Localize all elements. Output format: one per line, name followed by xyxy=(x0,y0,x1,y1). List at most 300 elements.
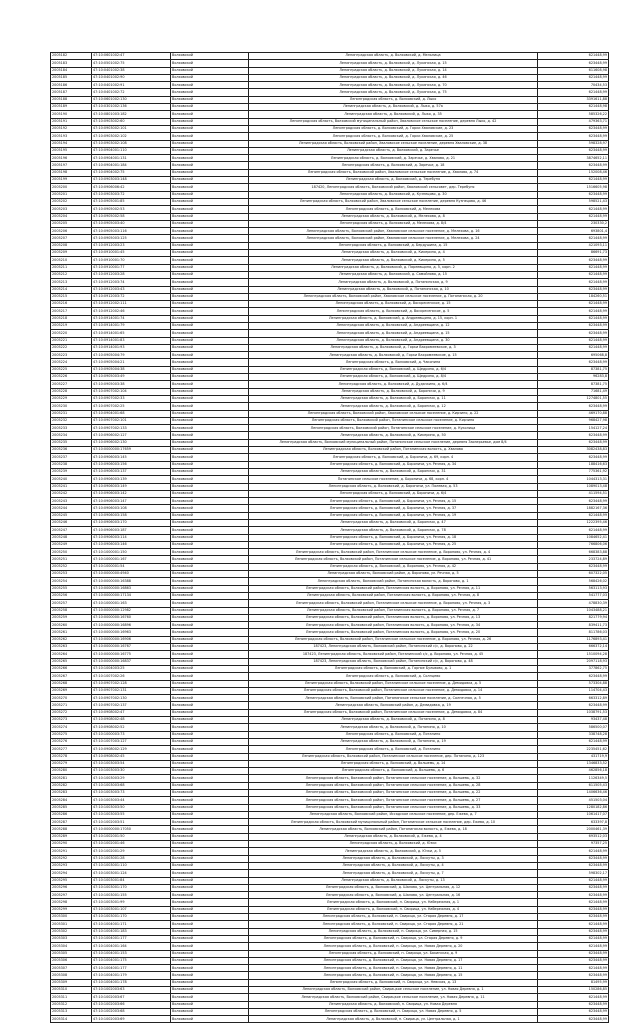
cadastral-number: 47:10:0000000:16906 xyxy=(92,636,171,643)
cadastral-number: 47:10:1004001:175 xyxy=(92,957,171,964)
district: Волховский xyxy=(171,315,249,322)
row-number: 2005310 xyxy=(51,987,92,994)
cadastral-value: 3391611,88 xyxy=(538,96,609,103)
cadastral-value: 1043488,21 xyxy=(538,607,609,614)
address: Ленинградская область, д. Волховский, д. Потанино, д. 19 xyxy=(249,738,538,745)
table-row xyxy=(51,213,609,220)
cadastral-number: 47:10:0914001:74 xyxy=(92,315,171,322)
address: Ленинградская область, д. Волховский, д. Горки Вахромеевские, д. 3 xyxy=(249,344,538,351)
table-row xyxy=(51,82,609,89)
cadastral-value: 621448,99 xyxy=(538,337,609,344)
row-number: 2005192 xyxy=(51,125,92,132)
cadastral-value: 411594,51 xyxy=(538,490,609,497)
cadastral-value: 621448,98 xyxy=(538,104,609,111)
table-row xyxy=(51,1001,609,1008)
row-number: 2005281 xyxy=(51,775,92,782)
table-row xyxy=(51,841,609,848)
table-row xyxy=(51,388,609,395)
cadastral-number: 47:10:0914001:65 xyxy=(92,330,171,337)
address: Ленинградская область, Волховский район, Потанинское сельское поселение, д. Вороново, ул. Речная, д. 26 xyxy=(249,636,538,643)
table-row xyxy=(51,177,609,184)
address: Ленинградская область, д. Волховский, д. Потанино, д. 10 xyxy=(249,724,538,731)
cadastral-number: 47:10:0906003:156 xyxy=(92,461,171,468)
address: Ленинградская область, д. Волховский, д. Бороничи, д. 69, корп. 4 xyxy=(249,454,538,461)
row-number: 2005284 xyxy=(51,797,92,804)
district: Волховский xyxy=(171,987,249,994)
cadastral-value: 621448,99 xyxy=(538,279,609,286)
address: Ленинградская область, д. Волховский, д. Горки Вахромеевские, д. 15 xyxy=(249,352,538,359)
cadastral-number: 47:10:0903002:102 xyxy=(92,133,171,140)
table-row xyxy=(51,505,609,512)
table-row xyxy=(51,819,609,826)
cadastral-value: 693512,03 xyxy=(538,833,609,840)
address: Ленинградская область, д. Волховский, д. Бердушина, д. 15 xyxy=(249,242,538,249)
row-number: 2005238 xyxy=(51,461,92,468)
cadastral-value: 663312,89 xyxy=(538,695,609,702)
district: Волховский xyxy=(171,169,249,176)
address: Ленинградская область, Волховский район, Потанинское сельское поселение, дер. Потанино, д. 123 xyxy=(249,753,538,760)
row-number: 2005213 xyxy=(51,279,92,286)
table-row xyxy=(51,943,609,950)
cadastral-number: 47:10:0906003:145 xyxy=(92,454,171,461)
address: Ленинградская область, д. Волховский, д. Щедрино, д. 6/4 xyxy=(249,366,538,373)
cadastral-value: 2000461,39 xyxy=(538,826,609,833)
cadastral-number: 47:10:0904001:68 xyxy=(92,410,171,417)
row-number: 2005300 xyxy=(51,914,92,921)
address: Ленинградская область, д. Волховский, д. Кикерино, д. 50 xyxy=(249,432,538,439)
district: Волховский xyxy=(171,374,249,381)
address: Ленинградская область, Волховский район, Хваловское сельское поселение, д. Хвалово, д. 74 xyxy=(249,169,538,176)
district: Волховский xyxy=(171,527,249,534)
cadastral-number: 47:10:1007002:26 xyxy=(92,673,171,680)
cadastral-value: 184260,51 xyxy=(538,293,609,300)
district: Волховский xyxy=(171,578,249,585)
address: Ленинградская область, Волховский район, Потанинское сельское поселение, д. Солнечная, д. 5 xyxy=(249,695,538,702)
district: Волховский xyxy=(171,250,249,257)
row-number: 2005237 xyxy=(51,454,92,461)
table-row xyxy=(51,782,609,789)
address: Ленинградская область, д. Волховский, д. Кузнецово, д. 30 xyxy=(249,191,538,198)
cadastral-value: 541777,03 xyxy=(538,592,609,599)
table-row xyxy=(51,957,609,964)
address: Ленинградская область, д. Волховский, д. Андреевщина, д. 12 xyxy=(249,322,538,329)
cadastral-value: 623448,99 xyxy=(538,950,609,957)
cadastral-value: 621448,99 xyxy=(538,899,609,906)
cadastral-number: 47:10:1000001:54 xyxy=(92,563,171,570)
cadastral-value: 598521,43 xyxy=(538,198,609,205)
district: Волховский xyxy=(171,388,249,395)
cadastral-value: 598328,97 xyxy=(538,140,609,147)
row-number: 2005298 xyxy=(51,899,92,906)
address: Ленинградская область, д. Волховский, д. Лыко, д. 57а xyxy=(249,104,538,111)
table-row xyxy=(51,133,609,140)
cadastral-number: 47:10:1003001:155 xyxy=(92,892,171,899)
cadastral-number: 47:10:1004001:177 xyxy=(92,965,171,972)
address: Ленинградская область, Волховский район, Потанинское сельское поселение, д. Куколица xyxy=(249,425,538,432)
address: Ленинградская область, д. Волховский, д. Андреевщина, д. 30 xyxy=(249,337,538,344)
row-number: 2005228 xyxy=(51,388,92,395)
district: Волховский xyxy=(171,607,249,614)
row-number: 2005206 xyxy=(51,228,92,235)
address: Ленинградская область, д. Волховский, д. Потанино xyxy=(249,731,538,738)
cadastral-value: 623448,99 xyxy=(538,957,609,964)
district: Волховский xyxy=(171,82,249,89)
row-number: 2005311 xyxy=(51,994,92,1001)
table-row xyxy=(51,578,609,585)
district: Волховский xyxy=(171,490,249,497)
district: Волховский xyxy=(171,746,249,753)
cadastral-value: 97357,25 xyxy=(538,841,609,848)
table-row xyxy=(51,644,609,651)
address: Ленинградская область, Волховский район, Потанинское сельское поселение, д. Волшемь, д. 32 xyxy=(249,775,538,782)
cadastral-number: 47:10:1003001:110 xyxy=(92,862,171,869)
table-row xyxy=(51,563,609,570)
district: Волховский xyxy=(171,89,249,96)
cadastral-number: 47:10:0000000:4940 xyxy=(92,571,171,578)
cadastral-number: 47:10:1002001:46 xyxy=(92,841,171,848)
row-number: 2005289 xyxy=(51,833,92,840)
cadastral-value: 3874652,11 xyxy=(538,155,609,162)
district: Волховский xyxy=(171,571,249,578)
cadastral-value: 377862,75 xyxy=(538,665,609,672)
address: Ленинградская область, д. Волховский, п. Свирица, ул. Набережная, д. 4 xyxy=(249,906,538,913)
address: Ленинградская область, д. Волховский, д. Бороничи, ул. Речная, д. 34 xyxy=(249,461,538,468)
address: Ленинградская область, Волховский район, Потанинское сельское поселение, д. Волшемь, д. 28 xyxy=(249,782,538,789)
table-row xyxy=(51,96,609,103)
table-row xyxy=(51,899,609,906)
row-number: 2005247 xyxy=(51,527,92,534)
table-row xyxy=(51,403,609,410)
table-row xyxy=(51,775,609,782)
address: Ленинградская область, Волховский район, Хваловское сельское поселение, д. Мелехова, д. 24 xyxy=(249,235,538,242)
district: Волховский xyxy=(171,155,249,162)
row-number: 2005201 xyxy=(51,191,92,198)
table-row xyxy=(51,264,609,271)
cadastral-value: 623448,99 xyxy=(538,563,609,570)
district: Волховский xyxy=(171,636,249,643)
cadastral-value: 621448,99 xyxy=(538,877,609,884)
cadastral-value: 623448,99 xyxy=(538,972,609,979)
table-row xyxy=(51,498,609,505)
cadastral-number: 47:10:0000000:16767 xyxy=(92,644,171,651)
row-number: 2005225 xyxy=(51,366,92,373)
cadastral-value: 766806,06 xyxy=(538,541,609,548)
cadastral-value: 621448,99 xyxy=(538,53,609,60)
cadastral-value: 233724,89 xyxy=(538,556,609,563)
cadastral-value: 421093,11 xyxy=(538,242,609,249)
row-number: 2005304 xyxy=(51,943,92,950)
table-row xyxy=(51,884,609,891)
row-number: 2005191 xyxy=(51,118,92,125)
cadastral-value: 573304,88 xyxy=(538,680,609,687)
address: Ленинградская область, Волховский муниципальный район, Хваловское сельское поселение, деревня Лыко, д. 42 xyxy=(249,118,538,125)
row-number: 2005189 xyxy=(51,104,92,111)
cadastral-value: 1044313,31 xyxy=(538,476,609,483)
address: Ленинградская область, д. Волховский, д. Бороничи, д. 78 xyxy=(249,527,538,534)
address: Ленинградская область, д. Волховский, п. Свирица, ул. Новая Деревня, д. 5 xyxy=(249,1008,538,1015)
cadastral-value: 607322,05 xyxy=(538,571,609,578)
table-row xyxy=(51,432,609,439)
cadastral-number: 47:10:0904001:131 xyxy=(92,155,171,162)
cadastral-value: 623448,99 xyxy=(538,1016,609,1023)
address: Ленинградская область, Волховский район, Потанинское сельское поселение, д. Волшемь, д. 27 xyxy=(249,797,538,804)
cadastral-value: 585326,22 xyxy=(538,111,609,118)
table-row xyxy=(51,315,609,322)
cadastral-value: 623448,99 xyxy=(538,162,609,169)
row-number: 2005224 xyxy=(51,359,92,366)
cadastral-value: 188416,63 xyxy=(538,461,609,468)
district: Волховский xyxy=(171,899,249,906)
district: Волховский xyxy=(171,439,249,446)
row-number: 2005208 xyxy=(51,242,92,249)
district: Волховский xyxy=(171,811,249,818)
table-row xyxy=(51,140,609,147)
district: Волховский xyxy=(171,841,249,848)
table-row xyxy=(51,520,609,527)
cadastral-value: 568426,02 xyxy=(538,578,609,585)
row-number: 2005262 xyxy=(51,636,92,643)
table-row xyxy=(51,541,609,548)
cadastral-value: 621448,99 xyxy=(538,344,609,351)
district: Волховский xyxy=(171,534,249,541)
district: Волховский xyxy=(171,293,249,300)
district: Волховский xyxy=(171,366,249,373)
address: Ленинградская область, д. Волховский, д. Воскресенское, д. 15 xyxy=(249,301,538,308)
row-number: 2005288 xyxy=(51,826,92,833)
cadastral-value: 154127,24 xyxy=(538,425,609,432)
district: Волховский xyxy=(171,979,249,986)
district: Волховский xyxy=(171,454,249,461)
row-number: 2005301 xyxy=(51,921,92,928)
district: Волховский xyxy=(171,906,249,913)
address: Ленинградская область, д. Волховский, д. Заречье, д. Хвалово, д. 21 xyxy=(249,155,538,162)
address: Ленинградская область, д. Волховский, д. Лукинская, д. 46 xyxy=(249,74,538,81)
row-number: 2005218 xyxy=(51,315,92,322)
district: Волховский xyxy=(171,279,249,286)
cadastral-number: 47:10:1003001:107 xyxy=(92,906,171,913)
table-row xyxy=(51,104,609,111)
table-row xyxy=(51,549,609,556)
cadastral-number: 47:10:1002003:67 xyxy=(92,994,171,1001)
cadastral-value: 1510094,28 xyxy=(538,651,609,658)
table-row xyxy=(51,293,609,300)
row-number: 2005210 xyxy=(51,257,92,264)
table-row xyxy=(51,804,609,811)
cadastral-value: 775361,92 xyxy=(538,468,609,475)
cadastral-value: 811786,03 xyxy=(538,629,609,636)
address: Ленинградская область, д. Волховский, д. Бороничи, д. 6/4 xyxy=(249,490,538,497)
address: Ленинградская область, д. Волховский, д. Бороничи, д. 12 xyxy=(249,403,538,410)
district: Волховский xyxy=(171,855,249,862)
row-number: 2005307 xyxy=(51,965,92,972)
address: Ленинградская область, д. Волховский, д. Бороничи, ул. Речная, д. 19 xyxy=(249,512,538,519)
row-number: 2005184 xyxy=(51,67,92,74)
cadastral-value: 621448,99 xyxy=(538,308,609,315)
cadastral-number: 47:10:0000000:16388 xyxy=(92,578,171,585)
cadastral-value: 821779,94 xyxy=(538,614,609,621)
address: Ленинградская область, д. Волховский, д. Потанино, д. 8 xyxy=(249,717,538,724)
row-number: 2005182 xyxy=(51,53,92,60)
cadastral-number: 47:10:0914001:83 xyxy=(92,337,171,344)
cadastral-number: 47:10:1002003:63 xyxy=(92,987,171,994)
address: Ленинградская область, д. Волховский, д. Лоскуты, д. 4 xyxy=(249,862,538,869)
cadastral-number: 47:10:0905004:79 xyxy=(92,352,171,359)
address: Ленинградская область, Волховский район, Потанинское сельское поселение, д. Демидовка, д. 14 xyxy=(249,687,538,694)
district: Волховский xyxy=(171,133,249,140)
address: Ленинградская область, Волховский район, Потанинская волость, д. Вороново, ул. Речная, д. 11 xyxy=(249,585,538,592)
address: Ленинградская область, Волховский район, Потанинское сельское поселение, д. Демидовка, д. 84 xyxy=(249,709,538,716)
address: Ленинградская область, д. Волховский, п. Свирица, ул. Старая Деревня, д. 21 xyxy=(249,921,538,928)
district: Волховский xyxy=(171,242,249,249)
cadastral-number: 47:10:1004001:164 xyxy=(92,943,171,950)
cadastral-value: 451503,04 xyxy=(538,797,609,804)
address: Ленинградская область, д. Волховский, д. Лоскуты, д. 7 xyxy=(249,870,538,877)
table-row xyxy=(51,461,609,468)
cadastral-number: 47:10:1004001:153 xyxy=(92,950,171,957)
table-row xyxy=(51,724,609,731)
cadastral-value: 666372,14 xyxy=(538,644,609,651)
cadastral-value: 623448,99 xyxy=(538,191,609,198)
cadastral-number: 47:10:0912002:46 xyxy=(92,308,171,315)
cadastral-value: 621448,99 xyxy=(538,965,609,972)
row-number: 2005222 xyxy=(51,344,92,351)
district: Волховский xyxy=(171,972,249,979)
address: Ленинградская область, Волховский район, Потанинская волость, д. Ежева, д. 18 xyxy=(249,826,538,833)
table-row xyxy=(51,527,609,534)
address: Ленинградская область, д. Волховский, д. Лыко xyxy=(249,96,538,103)
register-table xyxy=(50,52,609,1023)
cadastral-number: 47:10:0912003:43 xyxy=(92,286,171,293)
address: Ленинградская область, д. Волховский, п. Свирица, ул. Сиверная, д. 15 xyxy=(249,928,538,935)
address: Ленинградская область, д. Волховский, д. Мелехова xyxy=(249,206,538,213)
cadastral-number: 47:10:1002003:69 xyxy=(92,1016,171,1023)
table-row xyxy=(51,680,609,687)
cadastral-number: 47:10:0904001:184 xyxy=(92,162,171,169)
row-number: 2005190 xyxy=(51,111,92,118)
cadastral-number: 47:10:0905003:40 xyxy=(92,220,171,227)
row-number: 2005244 xyxy=(51,505,92,512)
row-number: 2005313 xyxy=(51,1008,92,1015)
district: Волховский xyxy=(171,184,249,191)
table-row xyxy=(51,760,609,767)
cadastral-number: 47:10:0000000:17050 xyxy=(92,826,171,833)
cadastral-number: 47:10:0907002:101 xyxy=(92,417,171,424)
cadastral-value: 1516605,98 xyxy=(538,184,609,191)
row-number: 2005236 xyxy=(51,447,92,454)
district: Волховский xyxy=(171,862,249,869)
row-number: 2005226 xyxy=(51,374,92,381)
table-row xyxy=(51,162,609,169)
table-row xyxy=(51,629,609,636)
row-number: 2005241 xyxy=(51,483,92,490)
district: Волховский xyxy=(171,301,249,308)
district: Волховский xyxy=(171,658,249,665)
district: Волховский xyxy=(171,724,249,731)
cadastral-value: 2235451,62 xyxy=(538,746,609,753)
row-number: 2005264 xyxy=(51,651,92,658)
table-row xyxy=(51,301,609,308)
district: Волховский xyxy=(171,695,249,702)
district: Волховский xyxy=(171,731,249,738)
cadastral-number: 47:10:1004001:177 xyxy=(92,935,171,942)
row-number: 2005187 xyxy=(51,89,92,96)
row-number: 2005279 xyxy=(51,760,92,767)
cadastral-value: 623448,99 xyxy=(538,702,609,709)
address: Ленинградская область, Волховский район, Хваловское сельское поселение, деревня Кузнецово, д. 46 xyxy=(249,198,538,205)
row-number: 2005270 xyxy=(51,695,92,702)
row-number: 2005252 xyxy=(51,563,92,570)
address: Ленинградская область, д. Волховский, д. Воскресенское, д. 5 xyxy=(249,308,538,315)
cadastral-value: 623448,99 xyxy=(538,892,609,899)
row-number: 2005196 xyxy=(51,155,92,162)
address: Ленинградская область, Волховский район, Свирицкое сельское поселение, ул. Новая Деревня, д. 1 xyxy=(249,987,538,994)
table-row xyxy=(51,862,609,869)
cadastral-number: 47:10:0801003:182 xyxy=(92,111,171,118)
address: Ленинградская область, д. Волховский, д. Бороничи, ул. Речная, д. 37 xyxy=(249,505,538,512)
table-row xyxy=(51,789,609,796)
district: Волховский xyxy=(171,125,249,132)
cadastral-number: 47:10:0906002:127 xyxy=(92,432,171,439)
cadastral-number: 47:10:0903002:101 xyxy=(92,125,171,132)
row-number: 2005267 xyxy=(51,673,92,680)
table-row xyxy=(51,928,609,935)
cadastral-value: 563113,93 xyxy=(538,585,609,592)
district: Волховский xyxy=(171,797,249,804)
cadastral-value: 623448,99 xyxy=(538,286,609,293)
table-row xyxy=(51,731,609,738)
table-row xyxy=(51,439,609,446)
row-number: 2005183 xyxy=(51,60,92,67)
cadastral-value: 338748,28 xyxy=(538,731,609,738)
cadastral-number: 47:10:0000000:17134 xyxy=(92,592,171,599)
row-number: 2005211 xyxy=(51,264,92,271)
district: Волховский xyxy=(171,344,249,351)
address: Ленинградская область, д. Волховский, д. Солнцево xyxy=(249,673,538,680)
district: Волховский xyxy=(171,541,249,548)
district: Волховский xyxy=(171,228,249,235)
table-row xyxy=(51,352,609,359)
cadastral-number: 47:10:0000000:12982 xyxy=(92,607,171,614)
cadastral-number: 47:10:1004003:25 xyxy=(92,665,171,672)
row-number: 2005251 xyxy=(51,556,92,563)
cadastral-number: 47:10:0908002:129 xyxy=(92,746,171,753)
cadastral-value: 462856,18 xyxy=(538,768,609,775)
table-row xyxy=(51,979,609,986)
cadastral-number: 47:10:0906006:42 xyxy=(92,184,171,191)
address: Ленинградская область, д. Волховский, д. Горное Бульвово, д. 1 xyxy=(249,665,538,672)
cadastral-number: 47:10:0401002:38 xyxy=(92,67,171,74)
row-number: 2005203 xyxy=(51,206,92,213)
address: Ленинградская область, Волховский район, Потанинская волость, д. Вороново, ул. Речная, д. 13 xyxy=(249,614,538,621)
table-row xyxy=(51,53,609,60)
row-number: 2005205 xyxy=(51,220,92,227)
row-number: 2005193 xyxy=(51,133,92,140)
cadastral-value: 623448,99 xyxy=(538,147,609,154)
cadastral-number: 47:10:0000000:16775 xyxy=(92,651,171,658)
row-number: 2005231 xyxy=(51,410,92,417)
row-number: 2005309 xyxy=(51,979,92,986)
cadastral-value: 621448,99 xyxy=(538,89,609,96)
district: Волховский xyxy=(171,1008,249,1015)
cadastral-value: 623448,99 xyxy=(538,322,609,329)
cadastral-value: 623448,99 xyxy=(538,884,609,891)
cadastral-value: 1346833,52 xyxy=(538,760,609,767)
address: Ленинградская область, д. Волховский, д. Волшемь, д. 14 xyxy=(249,760,538,767)
table-row xyxy=(51,855,609,862)
cadastral-number: 47:10:1003003:30 xyxy=(92,768,171,775)
cadastral-value: 93437,48 xyxy=(538,717,609,724)
address: Ленинградская область, д. Волховский, д. Лукинская, д. 15 xyxy=(249,60,538,67)
